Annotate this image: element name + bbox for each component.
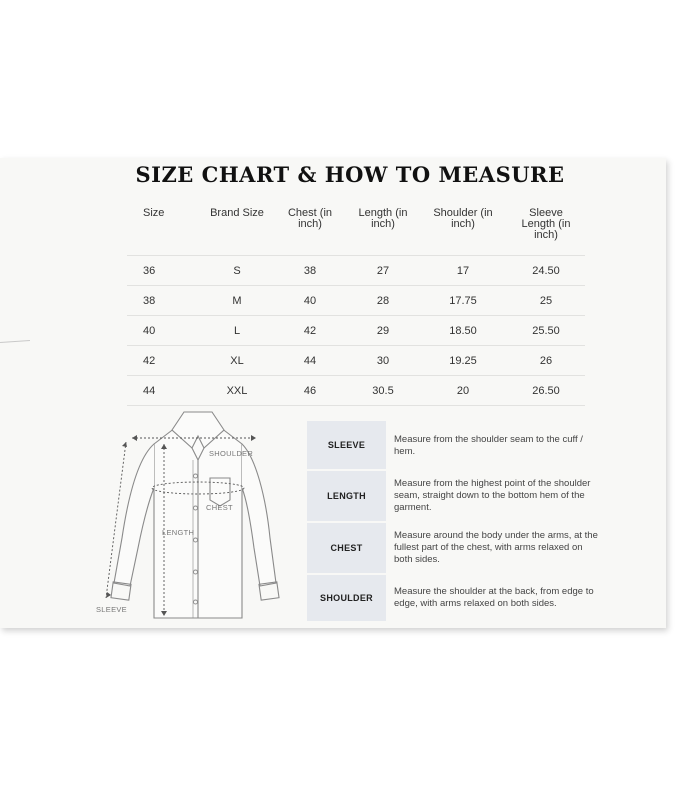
cell: 30 [347,346,419,376]
cell: 29 [347,316,419,346]
cell: S [201,256,273,286]
label-chest: CHEST [206,503,233,512]
cell: 44 [273,346,347,376]
measure-guide [307,421,599,621]
table-row [127,286,585,316]
label-length: LENGTH [162,528,195,537]
table-row [127,256,585,286]
cell: 20 [419,376,507,406]
cell: L [201,316,273,346]
cell: 24.50 [507,256,585,286]
cell: 30.5 [347,376,419,406]
label-sleeve: SLEEVE [96,605,127,614]
guide-desc: Measure around the body under the arms, at the fullest part of the chest, with arms relaxed on both sides. [394,530,598,565]
table-row [127,376,585,406]
cell: 25.50 [507,316,585,346]
guide-term: LENGTH [307,470,386,522]
shirt-outline-icon [92,408,302,620]
table-row [127,316,585,346]
cell: 40 [127,316,201,346]
cell: 26 [507,346,585,376]
cell: M [201,286,273,316]
cell: 42 [273,316,347,346]
cell: 46 [273,376,347,406]
guide-row [307,574,599,621]
col-sleeve-length: Sleeve Length (in inch) [507,206,585,256]
cell: XL [201,346,273,376]
guide-row [307,522,599,574]
guide-term: SLEEVE [307,421,386,470]
col-brand-size: Brand Size [201,206,273,256]
guide-desc: Measure from the highest point of the shoulder seam, straight down to the bottom hem of the garment. [394,478,591,513]
cell: 19.25 [419,346,507,376]
cell: 17.75 [419,286,507,316]
cell: 38 [127,286,201,316]
size-table [127,206,585,406]
label-shoulder: SHOULDER [209,449,254,458]
guide-row [307,470,599,522]
col-shoulder: Shoulder (in inch) [419,206,507,256]
col-length: Length (in inch) [347,206,419,256]
guide-desc: Measure the shoulder at the back, from edge to edge, with arms relaxed on both sides. [394,585,594,609]
cell: 44 [127,376,201,406]
cell: XXL [201,376,273,406]
table-row [127,346,585,376]
cell: 40 [273,286,347,316]
col-size: Size [127,206,201,256]
cell: 38 [273,256,347,286]
guide-desc: Measure from the shoulder seam to the cuff / hem. [394,433,583,457]
guide-term: CHEST [307,522,386,574]
guide-row [307,421,599,470]
cell: 42 [127,346,201,376]
cell: 27 [347,256,419,286]
table-header-row [127,206,585,256]
cell: 25 [507,286,585,316]
cell: 36 [127,256,201,286]
cell: 18.50 [419,316,507,346]
cell: 28 [347,286,419,316]
cell: 17 [419,256,507,286]
col-chest: Chest (in inch) [273,206,347,256]
guide-term: SHOULDER [307,574,386,621]
page-title: SIZE CHART & HOW TO MEASURE [135,162,565,187]
cell: 26.50 [507,376,585,406]
